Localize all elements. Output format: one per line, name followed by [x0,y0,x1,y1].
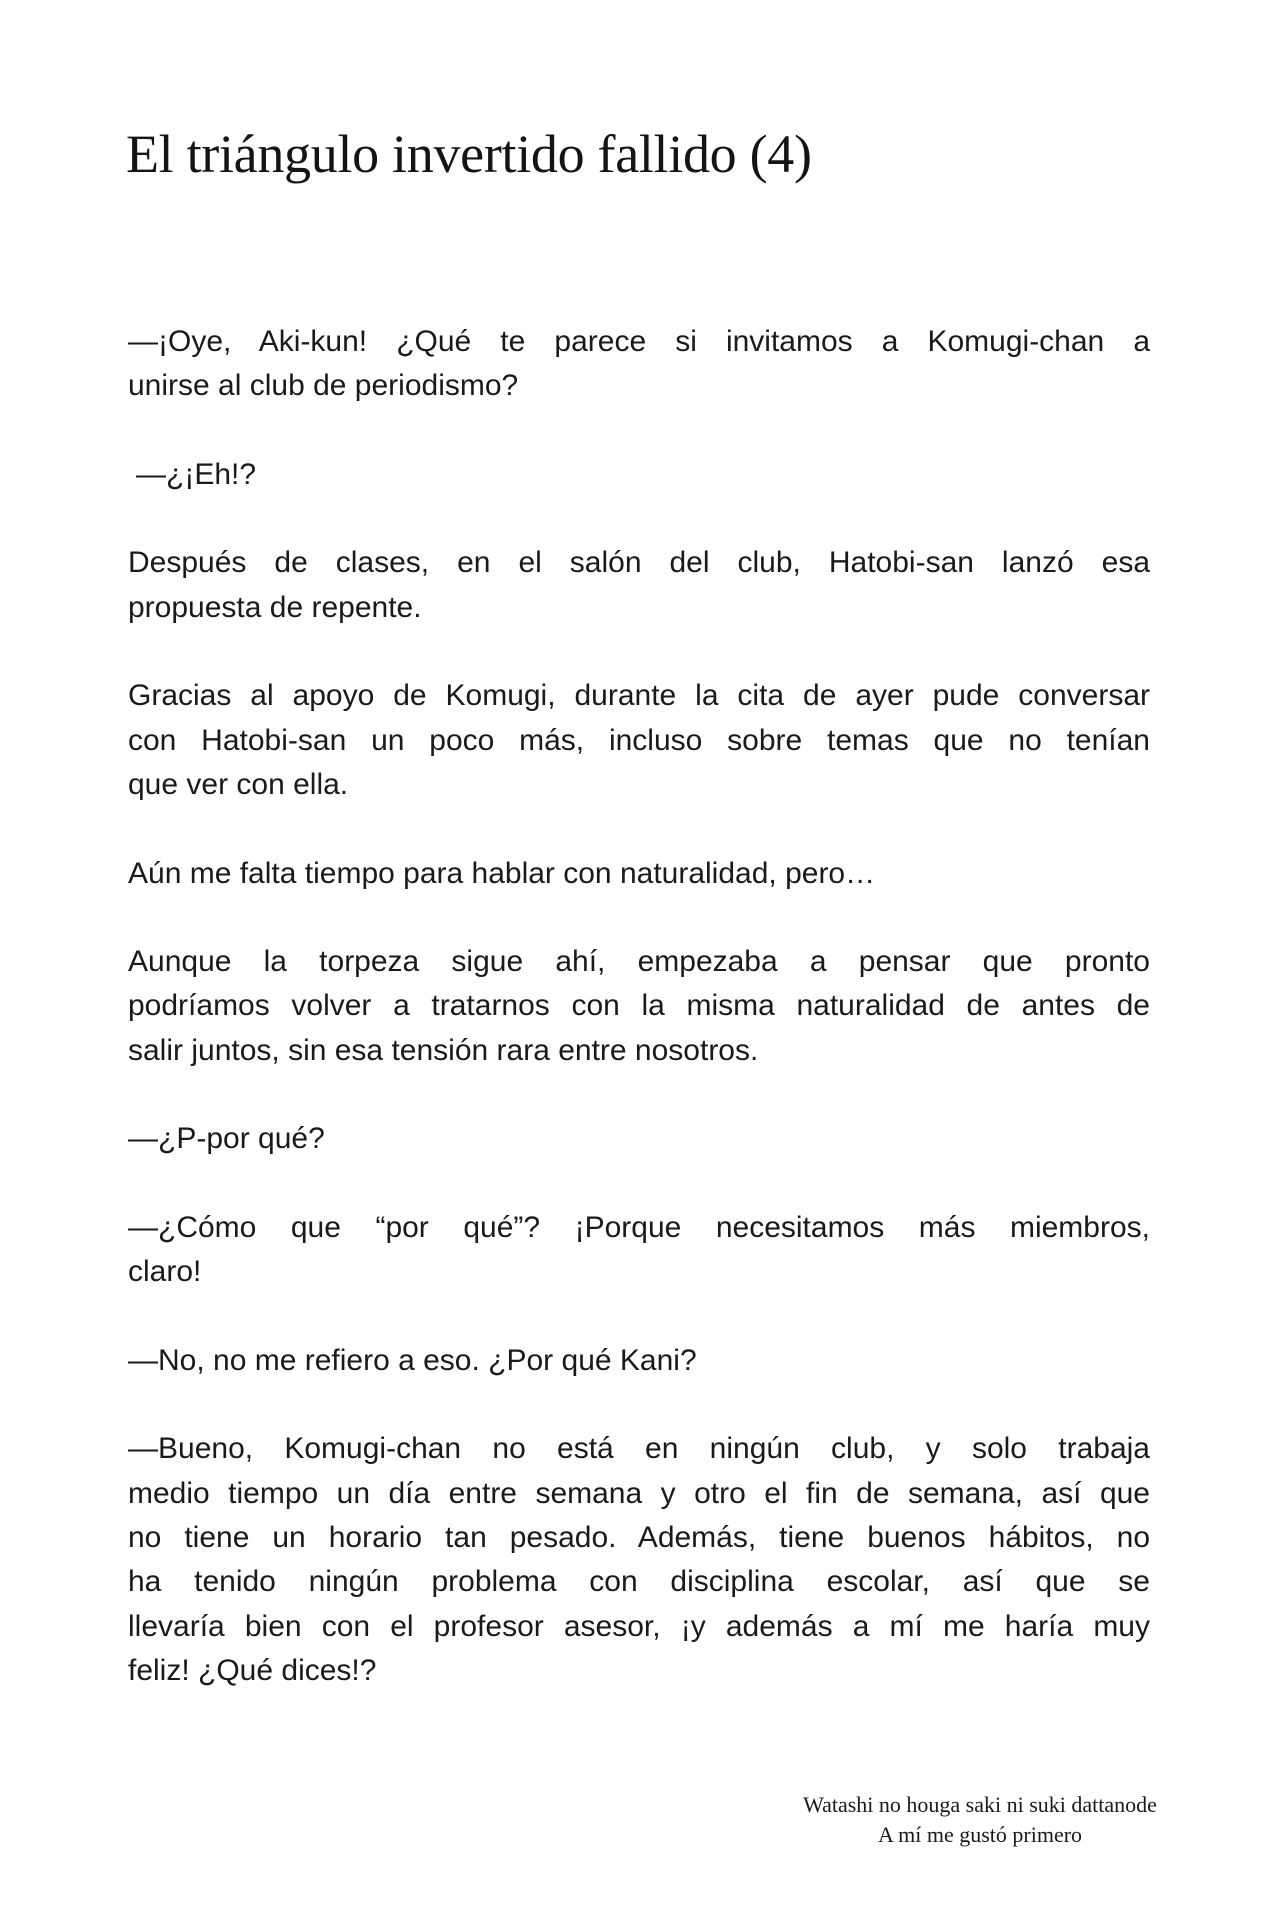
paragraph-4 [128,674,1150,807]
text-line: —¿¡Eh!? [136,457,257,491]
text-line: claro! [128,1255,202,1289]
paragraph-5 [128,852,1150,896]
footer-translated-title: A mí me gustó primero [877,1822,1083,1847]
text-line: Aún me falta tiempo para hablar con naturalidad, pero… [128,856,876,890]
paragraph-6 [128,940,1150,1073]
text-line: no tiene un horario tan pesado. Además, tiene buenos hábitos, no [128,1521,1150,1555]
text-line: —¿P-por qué? [128,1122,325,1156]
paragraph-7 [128,1117,1150,1161]
paragraph-1 [128,320,1150,409]
text-line: ha tenido ningún problema con disciplina escolar, así que se [128,1565,1150,1599]
text-line: Aunque la torpeza sigue ahí, empezaba a pensar que pronto [128,945,1150,979]
paragraph-3 [128,541,1150,630]
text-line: medio tiempo un día entre semana y otro el fin de semana, así que [128,1476,1150,1510]
text-line: que ver con ella. [128,767,349,801]
footer-original-title: Watashi no houga saki ni suki dattanode [803,1792,1157,1817]
page-footer [740,1790,1220,1850]
paragraph-8 [128,1206,1150,1295]
text-line: podríamos volver a tratarnos con la misma naturalidad de antes de [128,989,1150,1023]
paragraph-9 [128,1339,1150,1383]
chapter-title: El triángulo invertido fallido (4) [126,124,812,184]
text-line: —¿Cómo que “por qué”? ¡Porque necesitamos más miembros, [128,1210,1150,1244]
text-line: salir juntos, sin esa tensión rara entre nosotros. [128,1033,759,1067]
text-line: Gracias al apoyo de Komugi, durante la cita de ayer pude conversar [128,679,1150,713]
text-line: —Bueno, Komugi-chan no está en ningún club, y solo trabaja [128,1432,1150,1466]
text-line: unirse al club de periodismo? [128,369,519,403]
text-line: llevaría bien con el profesor asesor, ¡y además a mí me haría muy [128,1609,1150,1643]
text-line: —No, no me refiero a eso. ¿Por qué Kani? [128,1343,697,1377]
paragraph-10 [128,1427,1150,1693]
text-line: —¡Oye, Aki-kun! ¿Qué te parece si invitamos a Komugi-chan a [128,325,1150,358]
paragraph-2 [128,453,1150,497]
text-line: propuesta de repente. [128,590,422,624]
chapter-body [128,320,1150,1738]
text-line: con Hatobi-san un poco más, incluso sobre temas que no tenían [128,723,1150,757]
text-line: Después de clases, en el salón del club, Hatobi-san lanzó esa [128,546,1150,580]
text-line: feliz! ¿Qué dices!? [128,1653,377,1687]
